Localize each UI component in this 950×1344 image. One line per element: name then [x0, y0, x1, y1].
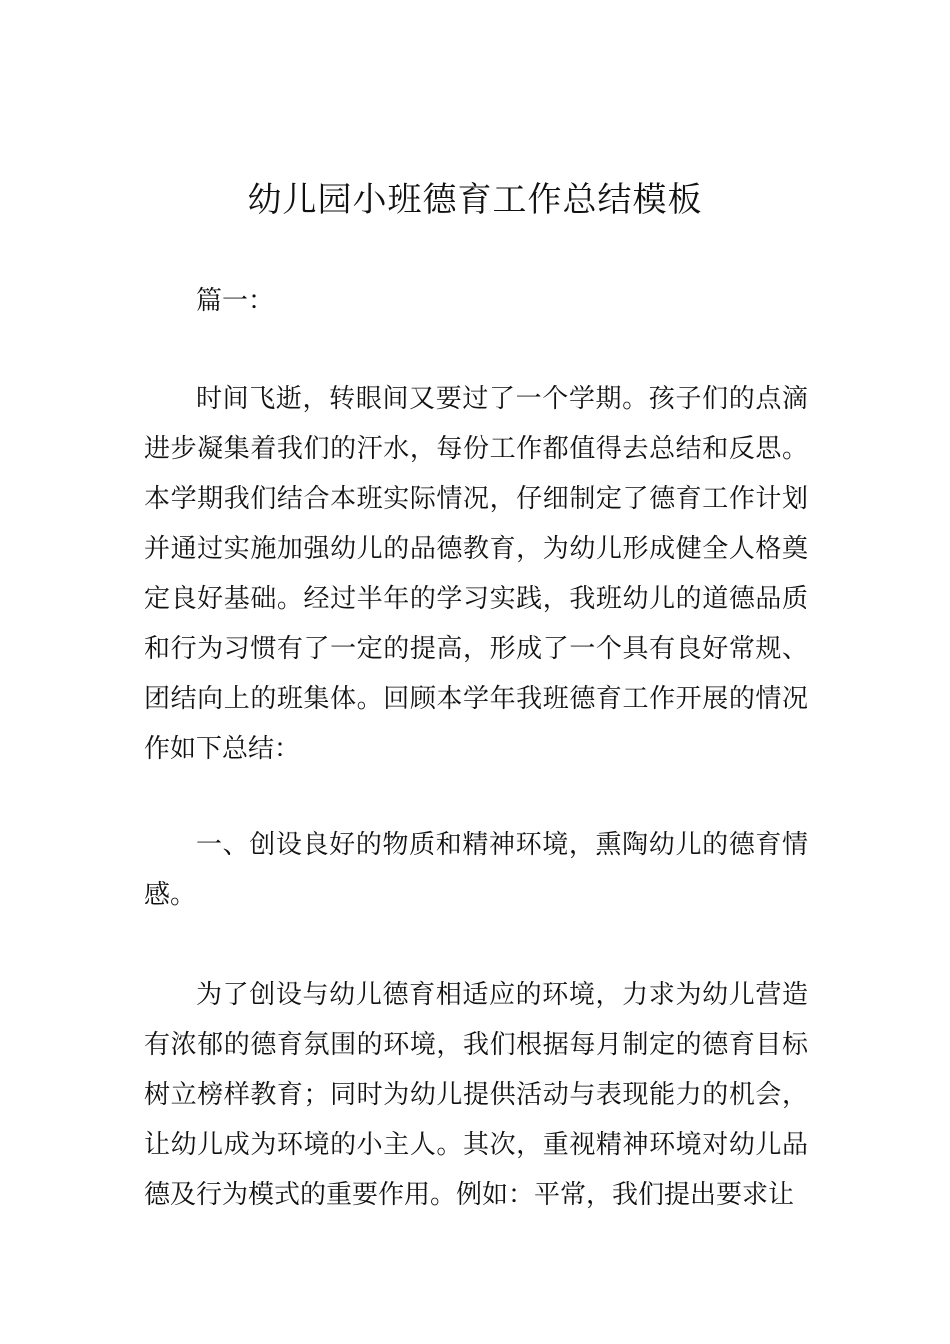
paragraph-heading-one: 一、创设良好的物质和精神环境，熏陶幼儿的德育情感。 [144, 830, 808, 910]
paragraph-environment: 为了创设与幼儿德育相适应的环境，力求为幼儿营造有浓郁的德育氛围的环境，我们根据每月制定的德育目标树立榜样教育；同时为幼儿提供活动与表现能力的机会，让幼儿成为环境的小主人。其次，重视精神环境对幼儿品德及行为模式的重要作用。例如：平常，我们提出要求让 [144, 980, 808, 1210]
paragraph-intro: 时间飞逝，转眼间又要过了一个学期。孩子们的点滴进步凝集着我们的汗水，每份工作都值得去总结和反思。本学期我们结合本班实际情况，仔细制定了德育工作计划并通过实施加强幼儿的品德教育，为幼儿形成健全人格奠定良好基础。经过半年的学习实践，我班幼儿的道德品质和行为习惯有了一定的提高，形成了一个具有良好常规、团结向上的班集体。回顾本学年我班德育工作开展的情况作如下总结： [144, 384, 808, 764]
section-label: 篇一： [196, 286, 275, 316]
document-title: 幼儿园小班德育工作总结模板 [247, 180, 703, 220]
